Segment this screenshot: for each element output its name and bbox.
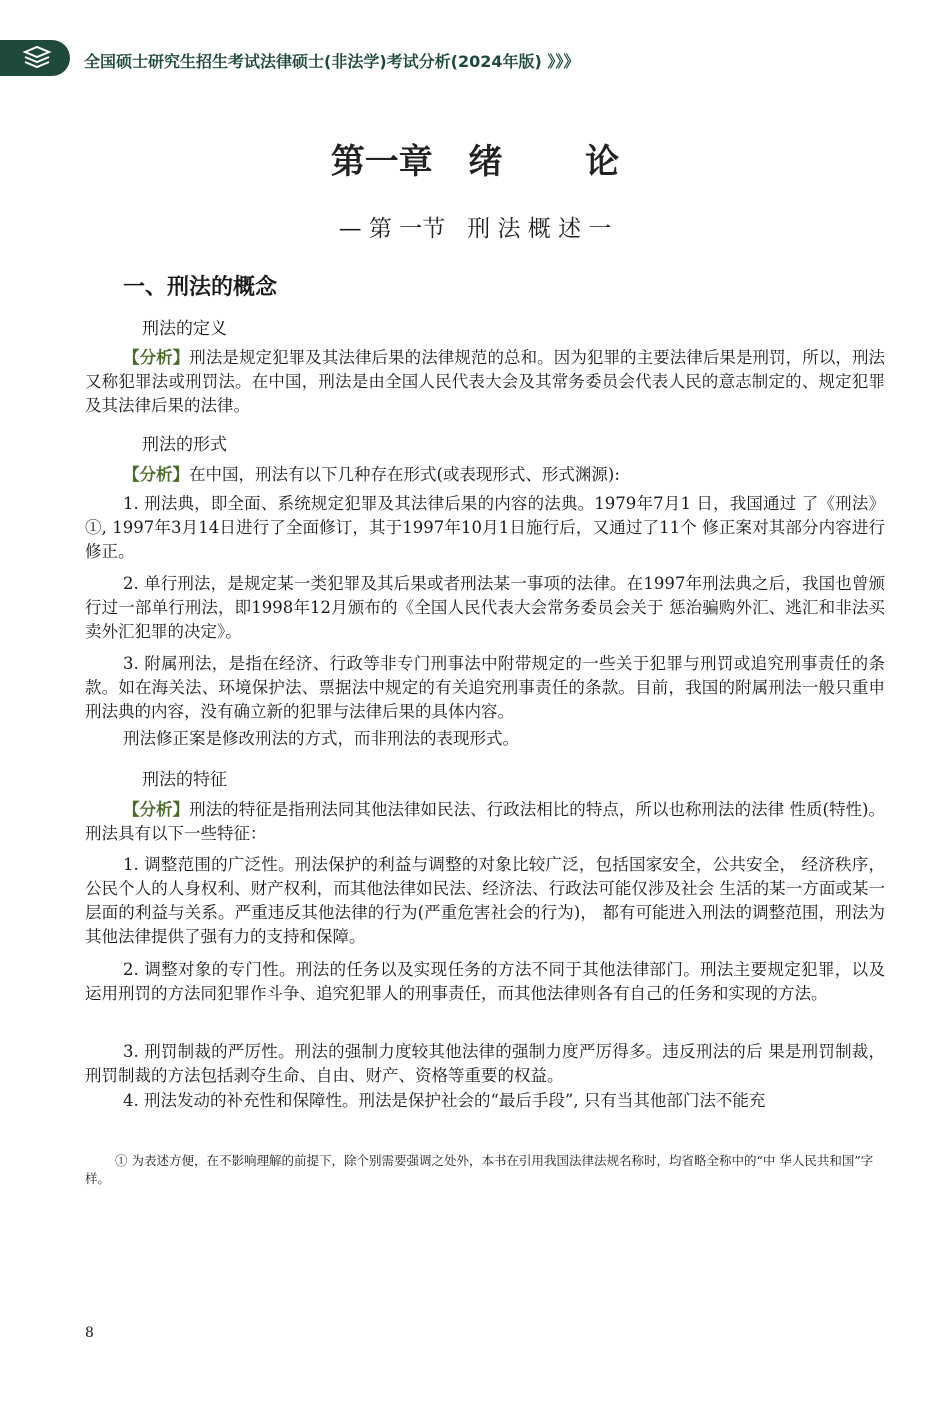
- footnote: ① 为表述方便，在不影响理解的前提下，除个别需要强调之处外，本书在引用我国法律法规名称时，均省略全称中的“中 华人民共和国”字样。: [85, 1153, 874, 1186]
- paragraph-features-4: 4. 刑法发动的补充性和保障性。刑法是保护社会的“最后手段”, 只有当其他部门法不能充: [123, 1091, 766, 1110]
- paragraph-text: 在中国，刑法有以下几种存在形式(或表现形式、形式渊源):: [189, 465, 620, 484]
- paragraph-forms-1: 1. 刑法典，即全面、系统规定犯罪及其法律后果的内容的法典。1979年7月1 日，我国通过 了《刑法》①, 1997年3月14日进行了全面修订，其于1997年10月1日施行后，又通过了11个 修正案对其部分内容进行修正。: [85, 494, 885, 561]
- paragraph-features-intro: [85, 798, 885, 846]
- paragraph-forms-intro: [85, 463, 885, 487]
- subheading-features: 刑法的特征: [142, 770, 227, 790]
- paragraph-definition: [85, 346, 885, 418]
- header-title: 全国硕士研究生招生考试法律硕士(非法学)考试分析(2024年版) 》》》: [84, 52, 580, 71]
- subheading-forms: 刑法的形式: [142, 435, 227, 455]
- paragraph-text: 刑法是规定犯罪及其法律后果的法律规范的总和。因为犯罪的主要法律后果是刑罚，所以，刑法又称犯罪法或刑罚法。在中国，刑法是由全国人民代表大会及其常务委员会代表人民的意志制定的、规定犯罪及其法律后果的法律。: [85, 348, 886, 415]
- analysis-tag: 【分析】: [123, 348, 190, 367]
- paragraph-features-2: 2. 调整对象的专门性。刑法的任务以及实现任务的方法不同于其他法律部门。刑法主要规定犯罪，以及运用刑罚的方法同犯罪作斗争、追究犯罪人的刑事责任，而其他法律则各有自己的任务和实现的方法。: [85, 960, 885, 1003]
- paragraph-forms-note: 刑法修正案是修改刑法的方式，而非刑法的表现形式。: [123, 729, 519, 748]
- paragraph-features-1: 1. 调整范围的广泛性。刑法保护的利益与调整的对象比较广泛，包括国家安全，公共安全， 经济秩序，公民个人的人身权利、财产权利，而其他法律如民法、经济法、行政法可能仅涉及社会 生活的某一方面或某一层面的利益与关系。严重违反其他法律的行为(严重危害社会的行为)， 都有可能进入刑法的调整范围，刑法为其他法律提供了强有力的支持和保障。: [85, 855, 885, 946]
- chapter-title: 第一章 绪 论: [330, 142, 620, 182]
- page-number: 8: [85, 1325, 94, 1341]
- analysis-tag: 【分析】: [123, 465, 189, 484]
- paragraph-text: 刑法的特征是指刑法同其他法律如民法、行政法相比的特点，所以也称刑法的法律 性质(特性)。刑法具有以下一些特征：: [85, 800, 886, 843]
- heading-concept: 一、刑法的概念: [123, 275, 278, 300]
- subheading-definition: 刑法的定义: [142, 319, 227, 339]
- section-title: — 第 一节 刑 法 概 述 一: [338, 216, 612, 242]
- analysis-tag: 【分析】: [123, 800, 190, 819]
- paragraph-features-3: 3. 刑罚制裁的严厉性。刑法的强制力度较其他法律的强制力度严厉得多。违反刑法的后 果是刑罚制裁，刑罚制裁的方法包括剥夺生命、自由、财产、资格等重要的权益。: [85, 1042, 885, 1085]
- book-stack-icon: [22, 44, 52, 72]
- paragraph-forms-3: 3. 附属刑法，是指在经济、行政等非专门刑事法中附带规定的一些关于犯罪与刑罚或追究刑事责任的条款。如在海关法、环境保护法、票据法中规定的有关追究刑事责任的条款。目前，我国的附属刑法一般只重申刑法典的内容，没有确立新的犯罪与法律后果的具体内容。: [85, 654, 885, 721]
- paragraph-forms-2: 2. 单行刑法，是规定某一类犯罪及其后果或者刑法某一事项的法律。在1997年刑法典之后，我国也曾颁行过一部单行刑法，即1998年12月颁布的《全国人民代表大会常务委员会关于 惩治骗购外汇、逃汇和非法买卖外汇犯罪的决定》。: [85, 574, 885, 641]
